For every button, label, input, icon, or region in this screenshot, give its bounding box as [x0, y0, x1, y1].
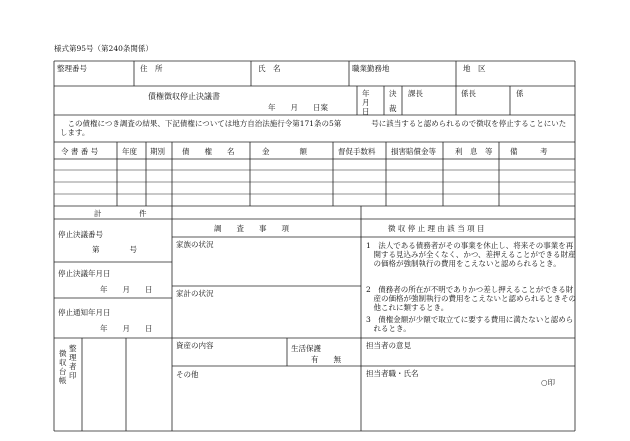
chief-label: 係長	[461, 89, 476, 98]
assets-label: 資産の内容	[176, 341, 214, 350]
name-label: 氏 名	[258, 64, 281, 73]
officer-opinion-label: 担当者の意見	[366, 341, 411, 350]
col-header-notice-no: 令 書 番 号	[61, 147, 99, 156]
registrar-seal-label: 整理者印	[69, 344, 77, 380]
reason-item-3: 3 債権金額が少額で取立てに要する費用に満たないと認められるとき。	[366, 315, 574, 333]
form-title: 債権徴収停止決議書	[148, 92, 220, 101]
kessai-label-2: 裁	[389, 104, 397, 113]
household-label: 家計の状況	[176, 289, 214, 298]
manager-label: 課長	[408, 89, 423, 98]
stop-no-suffix: 第 号	[92, 245, 137, 254]
total-label: 計 件	[94, 209, 147, 218]
seal-mark: ○印	[541, 378, 556, 387]
reason-item-1: 1 法人である債務者がその事業を休止し、将来その事業を再開する見込みが全くなく、かつ、差押えることができる財産の価格が強制執行の費用をこえないと認められるとき。	[366, 241, 576, 268]
officer-name-label: 担当者職・氏名	[366, 369, 419, 378]
col-header-reminder-fee: 督促手数料	[338, 147, 376, 156]
notice-date-value: 年 月 日	[100, 324, 153, 333]
col-header-interest: 利 息 等	[455, 147, 493, 156]
ledger-label: 徴収台帳	[59, 349, 67, 385]
stop-date-label: 停止決議年月日	[58, 269, 111, 278]
side-date-year: 年	[362, 89, 370, 98]
welfare-label: 生活保護	[291, 344, 321, 353]
welfare-value: 有 無	[311, 355, 341, 364]
stop-no-label: 停止決議番号	[58, 230, 103, 239]
side-date-month: 月	[362, 98, 370, 107]
job-label: 職業勤務地	[352, 64, 390, 73]
area-label: 地 区	[463, 64, 486, 73]
col-header-year: 年度	[122, 147, 137, 156]
notice-date-label: 停止通知年月日	[58, 308, 111, 317]
col-header-amount: 金 額	[262, 147, 307, 156]
reason-item-2: 2 債務者の所在が不明でありかつ差し押えることができる財産の価格が強制執行の費用をこえないと認められるときその他これに類するとき。	[366, 285, 576, 312]
col-header-damages: 損害賠償金等	[391, 147, 436, 156]
col-header-period: 期別	[150, 147, 165, 156]
col-header-claim-name: 債 権 名	[182, 147, 235, 156]
plan-date: 年 月 日案	[268, 103, 328, 112]
kessai-label-1: 決	[389, 89, 397, 98]
other-label: その他	[176, 370, 199, 379]
address-label: 住 所	[140, 64, 163, 73]
statement-text: この債権につき調査の結果、下記債権については地方自治法施行令第171条の5第 号に該当すると認められるので徴収を停止することにいたします。	[60, 119, 567, 137]
family-label: 家族の状況	[176, 240, 214, 249]
reasons-header: 徴 収 停 止 理 由 該 当 項 目	[388, 224, 485, 233]
col-header-remarks: 備 考	[510, 147, 548, 156]
serial-label: 整理番号	[57, 64, 87, 73]
stop-date-value: 年 月 日	[100, 285, 153, 294]
form-id: 様式第95号（第240条関係）	[54, 44, 153, 53]
side-date-day: 日	[362, 107, 370, 116]
staff-label: 係	[516, 89, 524, 98]
investigation-header: 調 査 事 項	[214, 224, 289, 233]
